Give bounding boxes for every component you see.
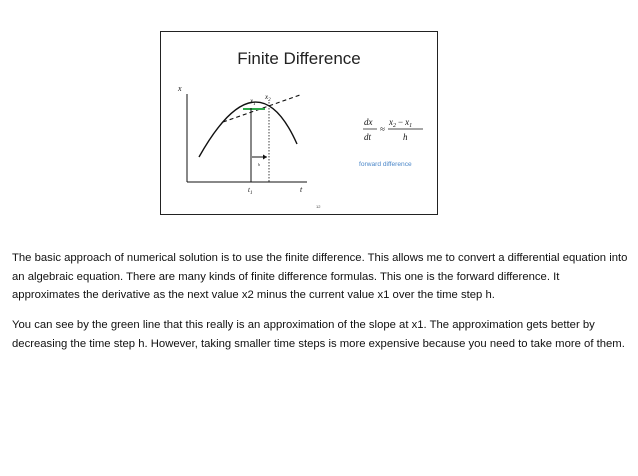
formula-lhs-numerator: dx — [364, 117, 373, 127]
x-axis-label: t — [300, 185, 303, 194]
notes-paragraph-1: The basic approach of numerical solution is to use the finite difference. This allows me to convert a differential equation into an algebraic equation. There are many kinds of finite difference formulas. This one is the forward difference. It approximates the derivative as the next value x2 minus the current value x1 over the time step h. — [12, 252, 628, 302]
finite-difference-graph — [161, 32, 439, 216]
h-label: h — [258, 162, 260, 167]
formula-approx: ≈ — [380, 124, 385, 134]
function-curve — [199, 102, 297, 157]
speaker-notes — [12, 249, 628, 365]
slide-thumbnail — [160, 31, 438, 215]
notes-paragraph-2: You can see by the green line that this really is an approximation of the slope at x1. The approximation gets better by decreasing the time step h. However, taking smaller time steps is more expensive because you need to take more of them. — [12, 319, 625, 350]
formula-rhs-denominator: h — [403, 132, 408, 142]
x1-label: $x_1$ — [250, 97, 256, 107]
y-axis-label: x — [178, 84, 182, 93]
slide-title: Finite Difference — [237, 49, 361, 68]
page-number: 12 — [316, 204, 321, 209]
forward-difference-caption: forward difference — [359, 161, 412, 168]
t1-label: $t_1$ — [248, 186, 253, 196]
x2-label: $x_2$ — [265, 93, 271, 103]
formula-rhs-numerator: $x_2 - x_1$ — [389, 117, 413, 129]
forward-difference-formula — [363, 117, 423, 142]
h-arrowhead — [263, 155, 267, 160]
formula-lhs-denominator: dt — [364, 132, 372, 142]
